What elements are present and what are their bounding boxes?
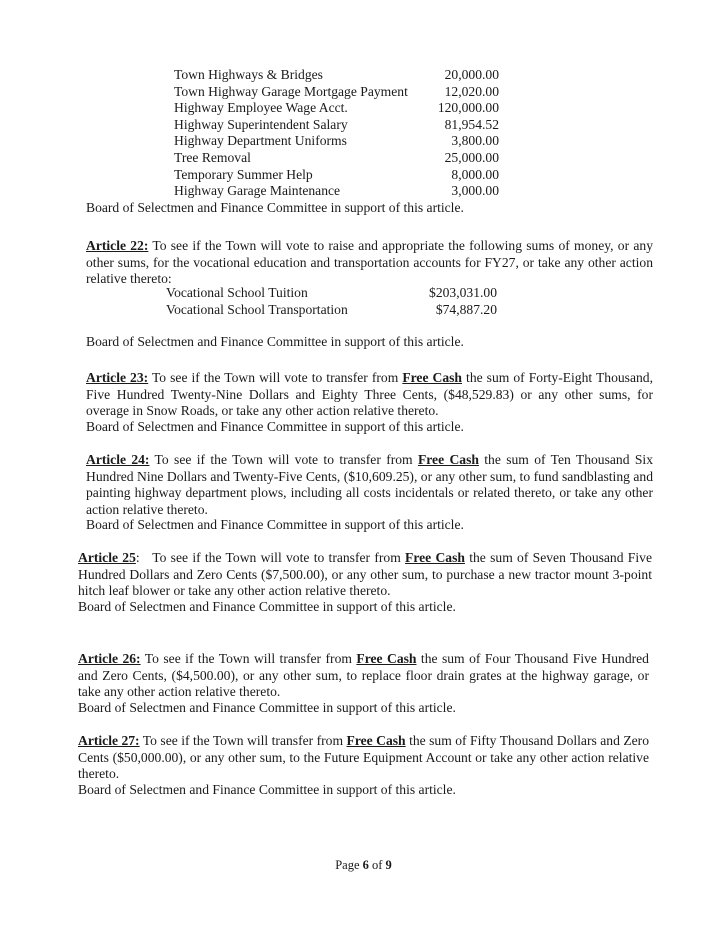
article-25 bbox=[78, 550, 652, 600]
article-25-text: To see if the Town will vote to transfer from bbox=[139, 550, 406, 565]
support-statement: Board of Selectmen and Finance Committee in support of this article. bbox=[78, 599, 456, 614]
table-row bbox=[174, 183, 499, 200]
line-item-amount: 20,000.00 bbox=[444, 67, 499, 82]
table-row bbox=[174, 100, 499, 117]
support-statement: Board of Selectmen and Finance Committee in support of this article. bbox=[86, 334, 464, 349]
line-item-amount: 12,020.00 bbox=[444, 83, 499, 99]
table-row bbox=[174, 150, 499, 167]
free-cash-term: Free Cash bbox=[346, 733, 406, 748]
line-item-amount: $74,887.20 bbox=[435, 301, 497, 317]
highway-budget-table bbox=[174, 67, 499, 200]
support-statement: Board of Selectmen and Finance Committee in support of this article. bbox=[86, 200, 464, 215]
line-item-label: Highway Department Uniforms bbox=[174, 133, 347, 149]
line-item-label: Tree Removal bbox=[174, 149, 251, 165]
line-item-amount: 120,000.00 bbox=[437, 100, 499, 116]
support-statement: Board of Selectmen and Finance Committee in support of this article. bbox=[86, 419, 464, 434]
line-item-label: Town Highway Garage Mortgage Payment bbox=[174, 83, 408, 99]
free-cash-term: Free Cash bbox=[417, 452, 479, 467]
page-footer bbox=[0, 857, 727, 874]
line-item-label: Vocational School Tuition bbox=[166, 285, 308, 300]
article-25-colon: : bbox=[135, 550, 140, 565]
article-22 bbox=[86, 238, 653, 288]
article-26-text: To see if the Town will transfer from bbox=[140, 651, 357, 666]
article-24-text: To see if the Town will vote to transfer from bbox=[149, 452, 418, 467]
article-25-text: the sum of Seven Thousand Five Hundred Dollars and Zero Cents ($7,500.00), or any other sum, to purchase a new tractor mount 3-point hitch leaf blower or take any other action relative thereto. bbox=[78, 550, 652, 599]
line-item-label: Town Highways & Bridges bbox=[174, 67, 323, 82]
article-24 bbox=[86, 452, 653, 518]
footer-of-word: of bbox=[368, 858, 386, 872]
article-24-text: the sum of Ten Thousand Six Hundred Nine Dollars and Twenty-Five Cents, ($10,609.25), or any other sum, to fund sandblasting and painting highway department plows, including all costs incidentals or related thereto, or take any other action relative thereto. bbox=[86, 452, 653, 517]
footer-page-number: 6 bbox=[362, 858, 369, 872]
support-statement: Board of Selectmen and Finance Committee in support of this article. bbox=[78, 782, 456, 797]
line-item-amount: 25,000.00 bbox=[444, 149, 499, 165]
article-22-text: To see if the Town will vote to raise and appropriate the following sums of money, or any other sums, for the vocational education and transportation accounts for FY27, or take any other action relative thereto: bbox=[86, 238, 653, 287]
article-27-text: the sum of Fifty Thousand Dollars and Zero Cents ($50,000.00), or any other sum, to the Future Equipment Account or take any other action relative thereto. bbox=[78, 733, 649, 782]
article-23-text: the sum of Forty-Eight Thousand, Five Hundred Twenty-Nine Dollars and Eighty Three Cents, ($48,529.83) or any other sums, for overage in Snow Roads, or take any other action relative thereto. bbox=[86, 370, 653, 419]
article-26-label: Article 26: bbox=[78, 651, 141, 666]
line-item-label: Highway Employee Wage Acct. bbox=[174, 100, 348, 116]
article-26-text: the sum of Four Thousand Five Hundred and Zero Cents, ($4,500.00), or any other sum, to replace floor drain grates at the highway garage, or take any other action relative thereto. bbox=[78, 651, 649, 700]
table-row bbox=[166, 302, 497, 319]
free-cash-term: Free Cash bbox=[356, 651, 417, 666]
support-statement: Board of Selectmen and Finance Committee in support of this article. bbox=[86, 517, 464, 532]
table-row bbox=[174, 67, 499, 84]
line-item-amount: 81,954.52 bbox=[444, 116, 499, 132]
line-item-amount: 3,000.00 bbox=[451, 183, 499, 199]
article-23-label: Article 23: bbox=[86, 370, 149, 385]
article-23-text: To see if the Town will vote to transfer from bbox=[148, 370, 403, 385]
table-row bbox=[174, 133, 499, 150]
line-item-label: Highway Garage Maintenance bbox=[174, 183, 341, 199]
article-22-label: Article 22: bbox=[86, 238, 149, 253]
article-26 bbox=[78, 651, 649, 701]
line-item-label: Highway Superintendent Salary bbox=[174, 116, 348, 132]
article-25-label: Article 25 bbox=[78, 550, 136, 565]
footer-page-word: Page bbox=[335, 858, 363, 872]
line-item-amount: $203,031.00 bbox=[429, 285, 497, 300]
vocational-table bbox=[166, 285, 497, 318]
support-statement: Board of Selectmen and Finance Committee in support of this article. bbox=[78, 700, 456, 715]
table-row bbox=[166, 285, 497, 302]
article-27 bbox=[78, 733, 649, 783]
free-cash-term: Free Cash bbox=[402, 370, 462, 385]
table-row bbox=[174, 84, 499, 101]
article-24-label: Article 24: bbox=[86, 452, 150, 467]
table-row bbox=[174, 117, 499, 134]
table-row bbox=[174, 167, 499, 184]
line-item-amount: 3,800.00 bbox=[451, 133, 499, 149]
article-27-label: Article 27: bbox=[78, 733, 140, 748]
free-cash-term: Free Cash bbox=[405, 550, 465, 565]
line-item-label: Temporary Summer Help bbox=[174, 166, 313, 182]
line-item-amount: 8,000.00 bbox=[451, 166, 499, 182]
article-23 bbox=[86, 370, 653, 420]
line-item-label: Vocational School Transportation bbox=[166, 301, 348, 317]
article-27-text: To see if the Town will transfer from bbox=[139, 733, 347, 748]
footer-page-total: 9 bbox=[385, 858, 392, 872]
